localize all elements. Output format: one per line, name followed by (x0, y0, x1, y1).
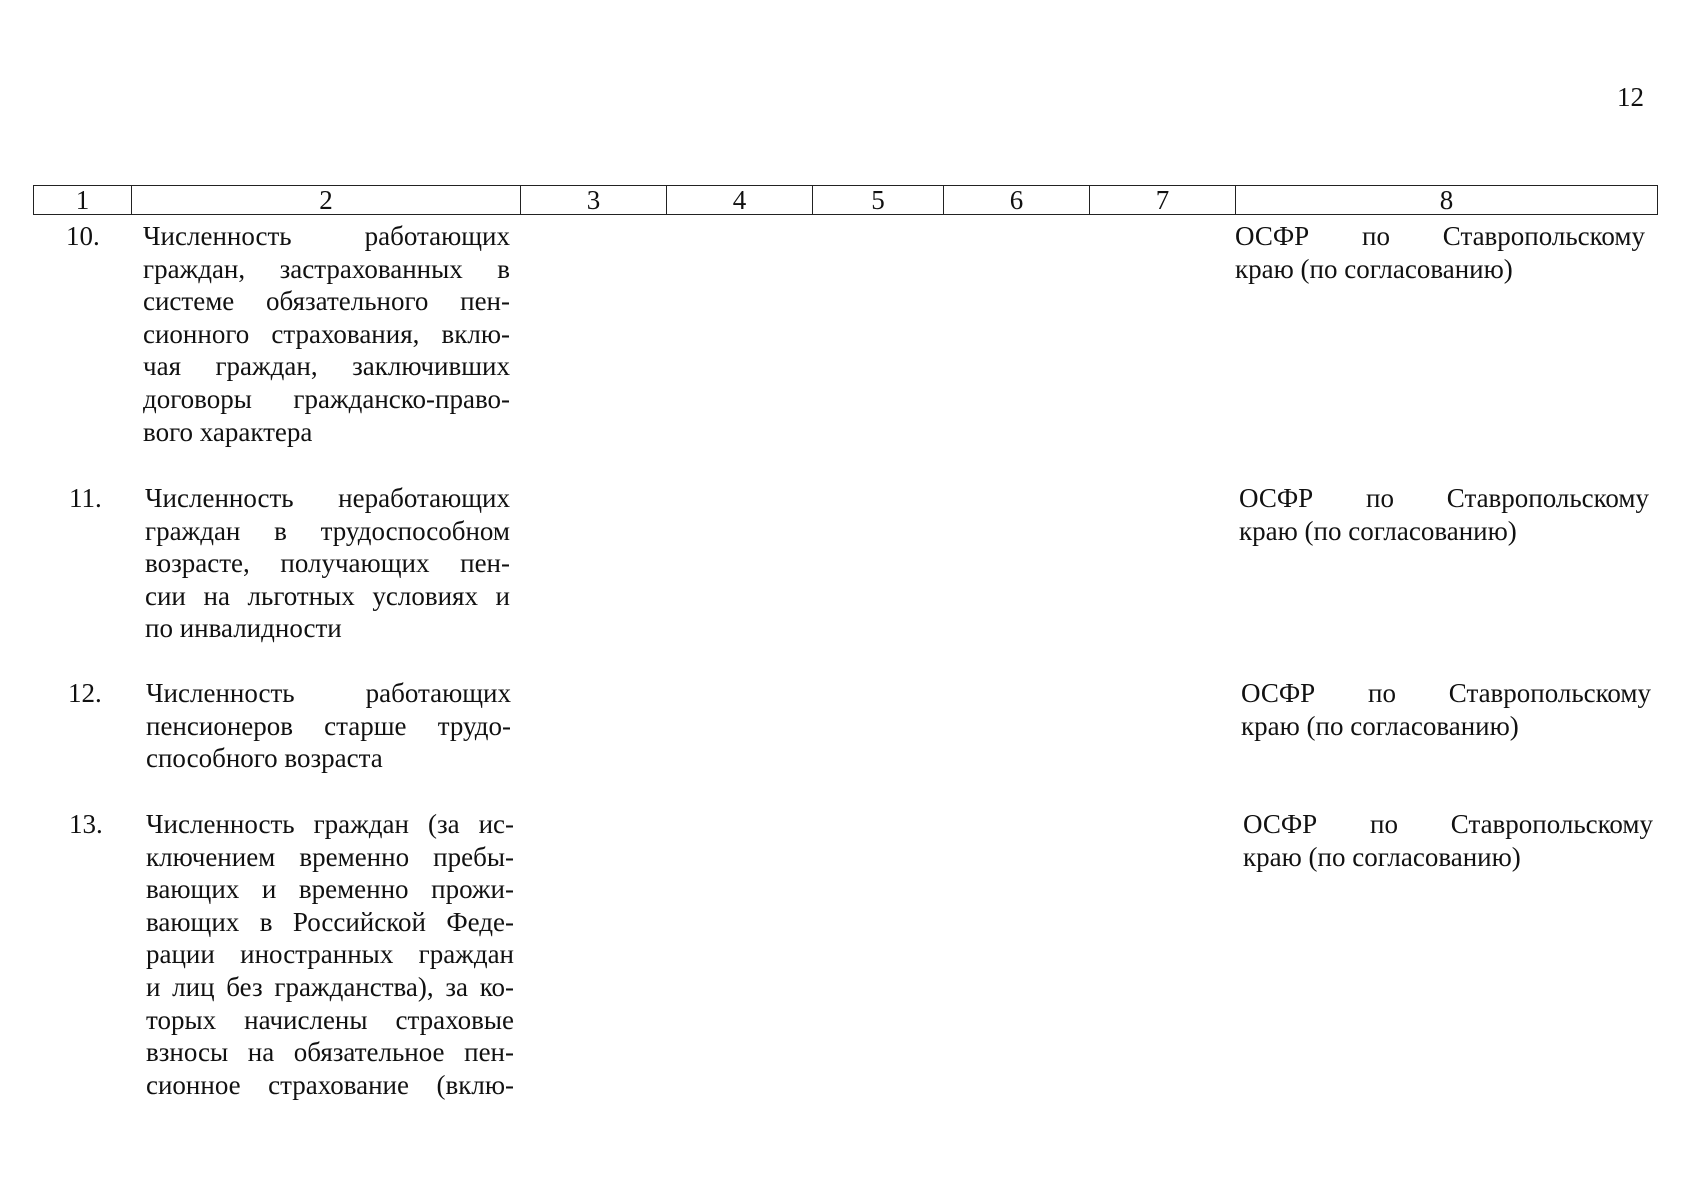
description-line: рации иностранных граждан (146, 939, 514, 970)
description-line: системе обязательного пен- (143, 286, 510, 317)
responsible-line: краю (по согласованию) (1235, 253, 1513, 284)
header-cell-2: 2 (132, 186, 521, 215)
header-cell-8: 8 (1236, 186, 1658, 215)
row-description (143, 220, 510, 448)
row-responsible (1241, 677, 1651, 742)
responsible-line: ОСФР по Ставропольскому (1239, 483, 1649, 513)
row-number: 11. (69, 483, 102, 513)
description-line: вающих в Российской Феде- (146, 906, 514, 937)
row-description (145, 482, 510, 645)
description-line: ключением временно пребы- (146, 841, 514, 872)
page-number: 12 (1617, 82, 1644, 112)
responsible-line: краю (по согласованию) (1243, 841, 1521, 872)
description-line: способного возраста (146, 743, 383, 774)
row-number: 10. (66, 221, 100, 251)
description-line: договоры гражданско-право- (143, 383, 510, 414)
row-number: 12. (68, 678, 102, 708)
header-cell-3: 3 (521, 186, 667, 215)
header-cell-7: 7 (1090, 186, 1236, 215)
description-line: Численность граждан (за ис- (146, 809, 514, 839)
header-row (34, 186, 1658, 215)
description-line: пенсионеров старше трудо- (146, 710, 511, 741)
row-responsible (1235, 220, 1645, 285)
description-line: вающих и временно прожи- (146, 874, 514, 905)
description-line: и лиц без гражданства), за ко- (146, 971, 514, 1002)
row-responsible (1243, 808, 1653, 873)
description-line: вого характера (143, 416, 313, 447)
description-line: граждан в трудоспособном (145, 515, 510, 546)
header-cell-5: 5 (813, 186, 944, 215)
description-line: граждан, застрахованных в (143, 253, 510, 284)
header-cell-6: 6 (944, 186, 1090, 215)
row-description (146, 808, 514, 1101)
description-line: сионное страхование (вклю- (146, 1069, 514, 1100)
description-line: сии на льготных условиях и (145, 580, 510, 611)
row-number: 13. (69, 809, 103, 839)
header-cell-1: 1 (34, 186, 132, 215)
responsible-line: ОСФР по Ставропольскому (1243, 809, 1653, 839)
row-responsible (1239, 482, 1649, 547)
description-line: Численность работающих (143, 221, 510, 251)
description-line: взносы на обязательное пен- (146, 1037, 514, 1068)
responsible-line: ОСФР по Ставропольскому (1235, 221, 1645, 251)
description-line: чая граждан, заключивших (143, 351, 510, 382)
column-number-header (33, 185, 1658, 215)
responsible-line: краю (по согласованию) (1239, 515, 1517, 546)
description-line: сионного страхования, вклю- (143, 318, 510, 349)
description-line: возрасте, получающих пен- (145, 548, 510, 579)
description-line: Численность работающих (146, 678, 511, 708)
header-cell-4: 4 (667, 186, 813, 215)
responsible-line: ОСФР по Ставропольскому (1241, 678, 1651, 708)
description-line: торых начислены страховые (146, 1004, 514, 1035)
description-line: по инвалидности (145, 613, 342, 644)
responsible-line: краю (по согласованию) (1241, 710, 1519, 741)
description-line: Численность неработающих (145, 483, 510, 513)
row-description (146, 677, 511, 775)
